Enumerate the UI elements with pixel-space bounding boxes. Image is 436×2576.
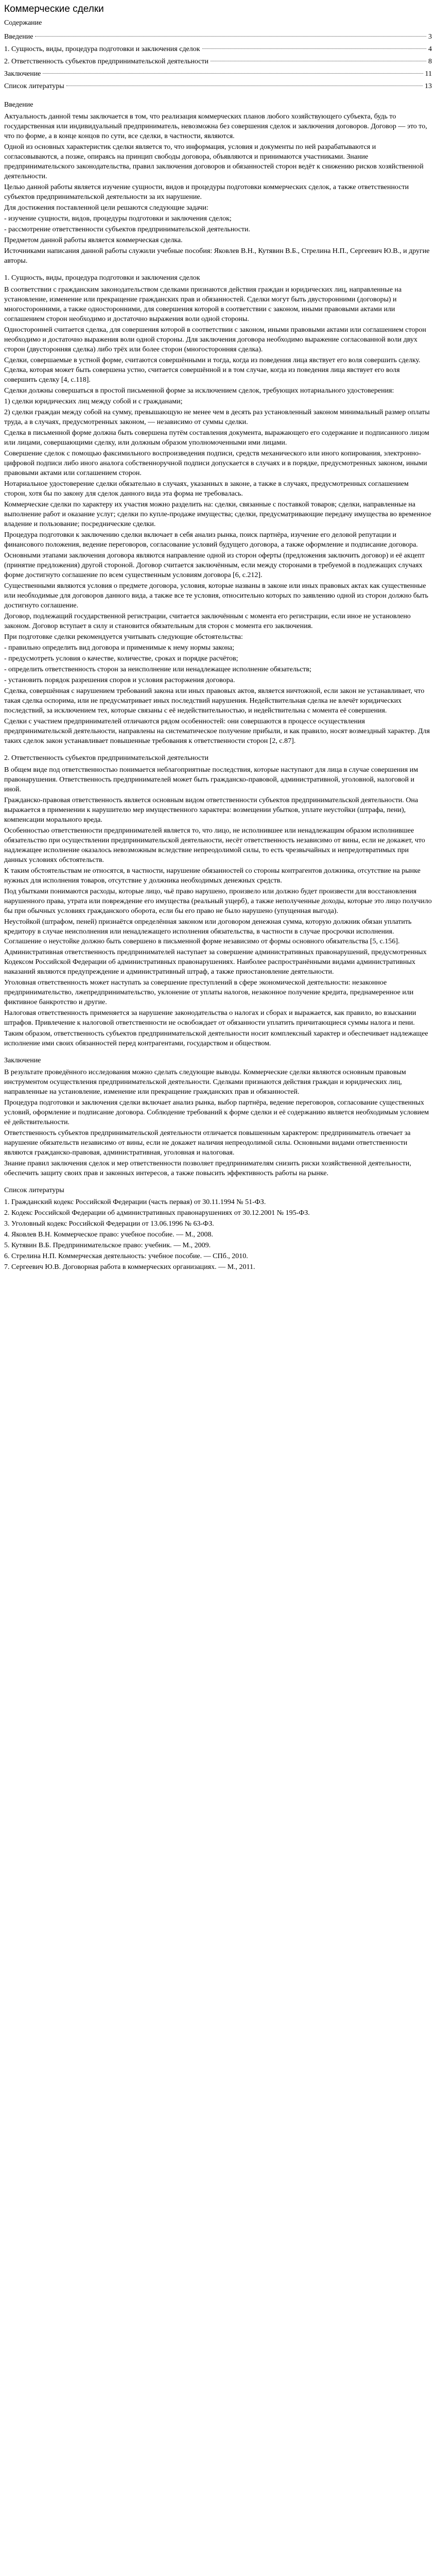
body-paragraph: Таким образом, ответственность субъектов предпринимательской деятельности носит комплексный характер и обеспечивает надлежащее исполнение ими своих обязанностей перед контрагентами, государством и обществом. — [4, 1030, 428, 1047]
body-paragraph: Под убытками понимаются расходы, которые лицо, чьё право нарушено, произвело или должно будет произвести для восстановления нарушенного права, утрата или повреждение его имущества (реальный ущерб), а также неполученные доходы, которые это лицо получило бы при обычных условиях гражданского оборота, если бы его право не было нарушено (упущенная выгода). — [4, 888, 432, 915]
body-paragraph: В соответствии с гражданским законодательством сделками признаются действия граждан и юридических лиц, направленные на установление, изменение или прекращение гражданских прав и обязанностей. Сделки могут быть двусторонними (договоры) и многосторонними, а также односторонними, для совершения которой в соответствии с законом, иными правовыми актами или соглашением сторон необходимо и достаточно выражения воли одной стороны. — [4, 286, 402, 323]
body-paragraph: Сделки с участием предпринимателей отличаются рядом особенностей: они совершаются в процессе осуществления предпринимательской деятельности, направлены на систематическое получение прибыли, и как правило, носят возмездный характер. Для таких сделок закон устанавливает повышенные требования к ответственности сторон [2, с.87]. — [4, 718, 430, 745]
document-section — [4, 1056, 432, 1178]
body-paragraph: 7. Сергеевич Ю.В. Договорная работа в коммерческих организациях. — М., 2011. — [4, 1263, 255, 1271]
body-paragraph: - установить порядок разрешения споров и условия расторжения договора. — [4, 676, 235, 684]
toc-item-page: 8 — [428, 58, 432, 65]
body-paragraph: Административная ответственность предпринимателей наступает за совершение административных правонарушений, предусмотренных Кодексом Российской Федерации об административных правонарушениях. Наиболее распространёнными видами административных наказаний являются предупреждение и административный штраф, а также приостановление деятельности. — [4, 948, 427, 976]
toc-item-label: Заключение — [4, 70, 41, 78]
toc-item-page: 3 — [428, 33, 432, 41]
toc-item[interactable] — [4, 68, 432, 80]
body-paragraph: Неустойкой (штрафом, пеней) признаётся определённая законом или договором денежная сумма, которую должник обязан уплатить кредитору в случае неисполнения или ненадлежащего исполнения обязательства, в частности в случае просрочки исполнения. Соглашение о неустойке должно быть совершено в письменной форме независимо от формы основного обязательства [5, с.156]. — [4, 918, 412, 945]
table-of-contents — [4, 19, 432, 93]
document-section — [4, 1185, 432, 1272]
section-heading: Заключение — [4, 1057, 41, 1064]
toc-item[interactable] — [4, 80, 432, 93]
body-paragraph: Основными этапами заключения договора являются направление одной из сторон оферты (предложения заключить договор) и её акцепт (принятие предложения) другой стороной. Договор считается заключённым, если между сторонами в требуемой в подлежащих случаях форме достигнуто соглашение по всем существенным условиям договора [6, с.212]. — [4, 552, 425, 579]
body-paragraph: Для достижения поставленной цели решаются следующие задачи: — [4, 204, 208, 212]
body-paragraph: - рассмотрение ответственности субъектов предпринимательской деятельности. — [4, 226, 250, 233]
toc-heading: Содержание — [4, 19, 42, 27]
body-paragraph: В общем виде под ответственностью понимается неблагоприятные последствия, которые наступают для лица в случае совершения им правонарушения. Ответственность предпринимателей может быть гражданско-правовой, административной, уголовной, налоговой и иной. — [4, 766, 418, 793]
toc-item[interactable] — [4, 56, 432, 68]
body-paragraph: Налоговая ответственность применяется за нарушение законодательства о налогах и сборах и выражается, как правило, во взыскании штрафов. Привлечение к налоговой ответственности не освобождает от обязанности уплатить причитающиеся суммы налога и пени. — [4, 1009, 416, 1027]
toc-item[interactable] — [4, 31, 432, 43]
body-paragraph: 1) сделки юридических лиц между собой и с гражданами; — [4, 398, 183, 405]
toc-item-page: 4 — [428, 45, 432, 53]
toc-item-label: 1. Сущность, виды, процедура подготовки и заключения сделок — [4, 45, 200, 53]
toc-dot-leader — [202, 48, 426, 49]
body-paragraph: К таким обстоятельствам не относятся, в частности, нарушение обязанностей со стороны контрагентов должника, отсутствие на рынке нужных для исполнения товаров, отсутствие у должника необходимых денежных средств. — [4, 867, 421, 885]
body-paragraph: Сделки должны совершаться в простой письменной форме за исключением сделок, требующих нотариального удостоверения: — [4, 387, 394, 395]
body-paragraph: В результате проведённого исследования можно сделать следующие выводы. Коммерческие сделки являются основным правовым инструментом осуществления предпринимательской деятельности. Сделками признаются действия граждан и юридических лиц, направленные на установление, изменение или прекращение гражданских прав и обязанностей. — [4, 1069, 406, 1096]
document-section — [4, 100, 432, 266]
body-paragraph: Существенными являются условия о предмете договора, условия, которые названы в законе или иных правовых актах как существенные или необходимые для договоров данного вида, а также все те условия, относительно которых по заявлению одной из сторон должно быть достигнуто соглашение. — [4, 582, 428, 609]
document-body — [4, 100, 432, 1272]
toc-item-page: 11 — [425, 70, 432, 78]
body-paragraph: Процедура подготовки и заключения сделки включает анализ рынка, выбор партнёра, ведение переговоров, согласование существенных условий, оформление и подписание договора. Соблюдение требований к форме сделки и её содержанию является необходимым условием её действительности. — [4, 1099, 429, 1126]
body-paragraph: Коммерческие сделки по характеру их участия можно разделить на: сделки, связанные с поставкой товаров; сделки, направленные на выполнение работ и оказание услуг; сделки по купле-продаже имущества; сделки, предусматривающие передачу имущества во временное владение и пользование; посреднические сделки. — [4, 501, 431, 528]
body-paragraph: Сделки, совершаемые в устной форме, считаются совершёнными и тогда, когда из поведения лица явствует его воля совершить сделку. Сделка, которая может быть совершена устно, считается совершённой и в том случае, когда из поведения лица явствует его воля совершить сделку [4, с.118]. — [4, 357, 421, 384]
body-paragraph: - правильно определить вид договора и применимые к нему нормы закона; — [4, 644, 235, 652]
toc-item-page: 13 — [425, 82, 432, 90]
section-heading: Введение — [4, 101, 33, 109]
body-paragraph: Уголовная ответственность может наступать за совершение преступлений в сфере экономической деятельности: незаконное предпринимательство, лжепредпринимательство, уклонение от уплаты налогов, незаконное получение кредита, преднамеренное или фиктивное банкротство и другие. — [4, 979, 414, 1006]
body-paragraph: Источниками написания данной работы служили учебные пособия: Яковлев В.Н., Кутявин В.Б., Стрелина Н.П., Сергеевич Ю.В., и другие авторы. — [4, 247, 430, 265]
toc-item[interactable] — [4, 43, 432, 56]
body-paragraph: Сделка в письменной форме должна быть совершена путём составления документа, выражающего его содержание и подписанного лицом или лицами, совершающими сделку, или должным образом уполномоченными ими лицами. — [4, 429, 429, 447]
body-paragraph: Односторонней считается сделка, для совершения которой в соответствии с законом, иными правовыми актами или соглашением сторон необходимо и достаточно выражения воли одной стороны. Для заключения договора необходимо выражение согласованной воли двух сторон (двусторонняя сделка) либо трёх или более сторон (многосторонняя сделка). — [4, 326, 426, 353]
body-paragraph: 4. Яковлев В.Н. Коммерческое право: учебное пособие. — М., 2008. — [4, 1231, 214, 1239]
body-paragraph: Гражданско-правовая ответственность является основным видом ответственности субъектов предпринимательской деятельности. Она выражается в применении к нарушителю мер имущественного характера: возмещении убытков, уплате неустойки (штрафа, пени), компенсации морального вреда. — [4, 796, 418, 824]
body-paragraph: 2) сделки граждан между собой на сумму, превышающую не менее чем в десять раз установленный законом минимальный размер оплаты труда, а в случаях, предусмотренных законом, — независимо от суммы сделки. — [4, 409, 430, 426]
body-paragraph: 1. Гражданский кодекс Российской Федерации (часть первая) от 30.11.1994 № 51-ФЗ. — [4, 1198, 266, 1206]
body-paragraph: Ответственность субъектов предпринимательской деятельности отличается повышенным характером: предприниматель отвечает за нарушение обязательств независимо от вины, если не докажет наличия непреодолимой силы. Основными видами ответственности являются гражданско-правовая, административная, уголовная и налоговая. — [4, 1129, 411, 1157]
toc-item-label: Введение — [4, 33, 33, 41]
section-heading: 1. Сущность, виды, процедура подготовки и заключения сделок — [4, 274, 200, 282]
body-paragraph: Договор, подлежащий государственной регистрации, считается заключённым с момента его регистрации, если иное не установлено законом. Договор вступает в силу и становится обязательным для сторон с момента его заключения. — [4, 613, 411, 630]
toc-dot-leader — [35, 36, 426, 37]
body-paragraph: 5. Кутявин В.Б. Предпринимательское право: учебник. — М., 2009. — [4, 1242, 211, 1249]
body-paragraph: Целью данной работы является изучение сущности, видов и процедуры подготовки коммерческих сделок, а также ответственности субъектов предпринимательской деятельности за их нарушение. — [4, 183, 409, 201]
body-paragraph: Особенностью ответственности предпринимателей является то, что лицо, не исполнившее или ненадлежащим образом исполнившее обязательство при осуществлении предпринимательской деятельности, несёт ответственность независимо от вины, если не докажет, что надлежащее исполнение оказалось невозможным вследствие непреодолимой силы, то есть чрезвычайных и непредотвратимых при данных условиях обстоятельств. — [4, 827, 425, 864]
body-paragraph: Актуальность данной темы заключается в том, что реализация коммерческих планов любого хозяйствующего субъекта, будь то государственная или индивидуальный предприниматель, невозможна без совершения сделок и заключения договоров. Договор — это то, что по форме, а в конце концов по сути, все сделки, в частности, являются. — [4, 113, 427, 140]
section-heading: 2. Ответственность субъектов предпринимательской деятельности — [4, 754, 208, 762]
toc-item-label: 2. Ответственность субъектов предпринимательской деятельности — [4, 58, 208, 65]
document-title: Коммерческие сделки — [4, 4, 104, 14]
body-paragraph: Сделка, совершённая с нарушением требований закона или иных правовых актов, является ничтожной, если закон не устанавливает, что такая сделка оспорима, или не предусматривает иных последствий нарушения. Недействительная сделка не влечёт юридических последствий, за исключением тех, которые связаны с её недействительностью, и недействительна с момента её совершения. — [4, 687, 425, 715]
body-paragraph: Одной из основных характеристик сделки является то, что информация, условия и документы по ней разрабатываются и согласовываются, а позже, опираясь на принцип свободы договора, объявляются и принимаются участниками. Знание предпринимательского законодательства, правил заключения договоров и обязанностей сторон ведёт к снижению рисков хозяйственной деятельности. — [4, 143, 424, 180]
body-paragraph: Знание правил заключения сделок и мер ответственности позволяет предпринимателям снизить риски хозяйственной деятельности, обеспечить защиту своих прав и законных интересов, а также повысить эффективность работы на рынке. — [4, 1160, 411, 1177]
body-paragraph: - определить ответственность сторон за неисполнение или ненадлежащее исполнение обязательств; — [4, 666, 311, 673]
body-paragraph: Совершение сделок с помощью факсимильного воспроизведения подписи, средств механического или иного копирования, электронно-цифровой подписи либо иного аналога собственноручной подписи допускается в случаях и в порядке, предусмотренных законом, иными правовыми актами или соглашением сторон. — [4, 450, 427, 477]
body-paragraph: Процедура подготовки к заключению сделки включает в себя анализ рынка, поиск партнёра, изучение его деловой репутации и финансового положения, ведение переговоров, согласование условий будущего договора, а также оформление и подписание договора. — [4, 531, 418, 549]
toc-list — [4, 31, 432, 93]
document-section — [4, 273, 432, 746]
document-section — [4, 753, 432, 1048]
body-paragraph: При подготовке сделки рекомендуется учитывать следующие обстоятельства: — [4, 633, 243, 641]
body-paragraph: - предусмотреть условия о качестве, количестве, сроках и порядке расчётов; — [4, 655, 238, 663]
toc-item-label: Список литературы — [4, 82, 64, 90]
body-paragraph: Нотариальное удостоверение сделки обязательно в случаях, указанных в законе, а также в случаях, предусмотренных соглашением сторон, хотя бы по закону для сделок данного вида эта форма не требовалась. — [4, 480, 409, 498]
body-paragraph: - изучение сущности, видов, процедуры подготовки и заключения сделок; — [4, 215, 232, 223]
body-paragraph: 3. Уголовный кодекс Российской Федерации от 13.06.1996 № 63-ФЗ. — [4, 1220, 214, 1228]
body-paragraph: 2. Кодекс Российской Федерации об административных правонарушениях от 30.12.2001 № 195-ФЗ. — [4, 1209, 310, 1217]
body-paragraph: 6. Стрелина Н.П. Коммерческая деятельность: учебное пособие. — СПб., 2010. — [4, 1252, 248, 1260]
toc-dot-leader — [43, 73, 423, 74]
body-paragraph: Предметом данной работы является коммерческая сделка. — [4, 236, 183, 244]
section-heading: Список литературы — [4, 1187, 64, 1194]
